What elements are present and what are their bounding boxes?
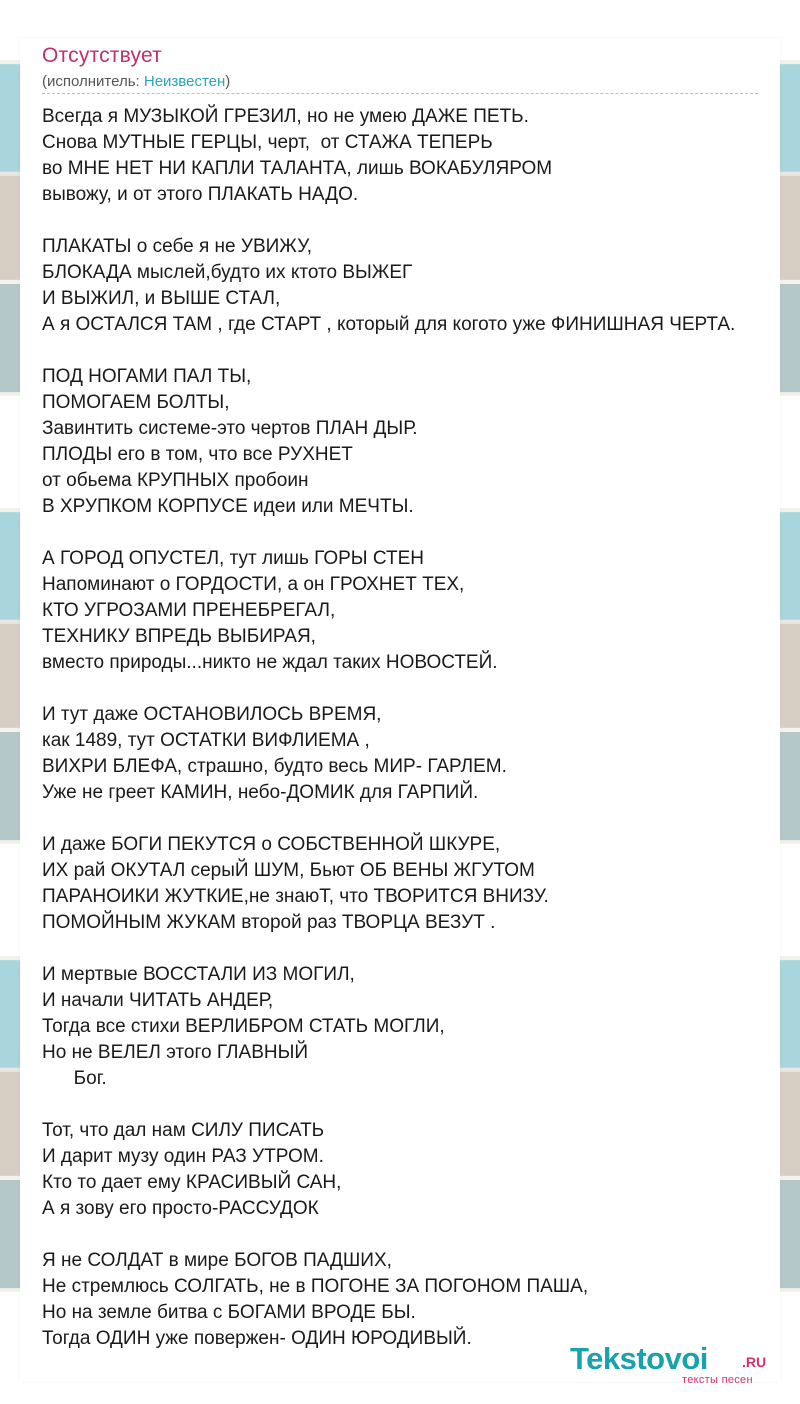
lyric-line: от обьема КРУПНЫХ пробоин: [42, 470, 309, 491]
lyric-line: КТО УГРОЗАМИ ПРЕНЕБРЕГАЛ,: [42, 600, 336, 621]
lyric-line: ПЛАКАТЫ о себе я не УВИЖУ,: [42, 236, 313, 257]
logo-wordmark: Tekstovoi: [570, 1341, 708, 1376]
lyric-line: Тот, что дал нам СИЛУ ПИСАТЬ: [42, 1120, 325, 1141]
lyric-stanza-gap: [42, 338, 800, 364]
lyric-line: Напоминают о ГОРДОСТИ, а он ГРОХНЕТ ТЕХ,: [42, 574, 465, 595]
lyric-line: ПЛОДЫ его в том, что все РУХНЕТ: [42, 444, 353, 465]
artist-prefix: (исполнитель:: [42, 73, 144, 90]
artist-link[interactable]: Неизвестен: [143, 73, 226, 90]
lyric-line: вывожу, и от этого ПЛАКАТЬ НАДО.: [42, 184, 359, 205]
lyric-line: И дарит музу один РАЗ УТРОМ.: [42, 1146, 324, 1167]
song-title: Отсутствует: [42, 44, 162, 67]
lyric-line: И ВЫЖИЛ, и ВЫШЕ СТАЛ,: [42, 288, 281, 309]
lyric-line: Тогда ОДИН уже повержен- ОДИН ЮРОДИВЫЙ.: [42, 1328, 472, 1349]
lyric-line: Бог.: [42, 1068, 107, 1089]
lyric-line: А я ОСТАЛСЯ ТАМ , где СТАРТ , который для когото уже ФИНИШНАЯ ЧЕРТА.: [42, 314, 736, 335]
lyric-line: ПОМОГАЕМ БОЛТЫ,: [42, 392, 230, 413]
lyric-line: В ХРУПКОМ КОРПУСЕ идеи или МЕЧТЫ.: [42, 496, 414, 517]
lyric-line: А я зову его просто-РАССУДОК: [42, 1198, 319, 1219]
lyric-line: Я не СОЛДАТ в мире БОГОВ ПАДШИХ,: [42, 1250, 392, 1271]
lyrics-card: [20, 38, 780, 1386]
lyric-line: И тут даже ОСТАНОВИЛОСЬ ВРЕМЯ,: [42, 704, 382, 725]
lyric-line: ИХ рай ОКУТАЛ серыЙ ШУМ, Бьют ОБ ВЕНЫ ЖГУТОМ: [42, 860, 535, 881]
lyric-line: ВИХРИ БЛЕФА, страшно, будто весь МИР- ГАРЛЕМ.: [42, 756, 507, 777]
lyric-line: Уже не греет КАМИН, небо-ДОМИК для ГАРПИЙ.: [42, 782, 479, 803]
lyric-stanza-gap: [42, 676, 800, 702]
site-logo[interactable]: [570, 1342, 790, 1386]
lyric-line: БЛОКАДА мыслей,будто их ктото ВЫЖЕГ: [42, 262, 413, 283]
lyric-line: вместо природы...никто не ждал таких НОВОСТЕЙ.: [42, 652, 498, 673]
artist-line: [42, 73, 230, 90]
lyric-line: Снова МУТНЫЕ ГЕРЦЫ, черт, от СТАЖА ТЕПЕРЬ: [42, 132, 493, 153]
logo-tld: .RU: [742, 1354, 767, 1370]
lyric-stanza-gap: [42, 936, 800, 962]
lyric-line: Тогда все стихи ВЕРЛИБРОМ СТАТЬ МОГЛИ,: [42, 1016, 445, 1037]
lyric-line: Но на земле битва с БОГАМИ ВРОДЕ БЫ.: [42, 1302, 416, 1323]
logo-tagline: тексты песен: [682, 1374, 753, 1386]
lyric-stanza-gap: [42, 1222, 800, 1248]
lyric-line: И начали ЧИТАТЬ АНДЕР,: [42, 990, 274, 1011]
lyric-line: И мертвые ВОССТАЛИ ИЗ МОГИЛ,: [42, 964, 355, 985]
lyric-line: во МНЕ НЕТ НИ КАПЛИ ТАЛАНТА, лишь ВОКАБУЛЯРОМ: [42, 158, 553, 179]
lyric-stanza-gap: [42, 520, 800, 546]
lyric-stanza-gap: [42, 1092, 800, 1118]
title-divider: [42, 93, 758, 94]
lyric-line: Кто то дает ему КРАСИВЫЙ САН,: [42, 1172, 342, 1193]
lyric-line: ПОД НОГАМИ ПАЛ ТЫ,: [42, 366, 252, 387]
lyric-line: А ГОРОД ОПУСТЕЛ, тут лишь ГОРЫ СТЕН: [42, 548, 424, 569]
lyric-line: И даже БОГИ ПЕКУТСЯ о СОБСТВЕННОЙ ШКУРЕ,: [42, 834, 501, 855]
lyrics-text: [42, 104, 800, 1352]
lyric-line: Завинтить системе-это чертов ПЛАН ДЫР.: [42, 418, 418, 439]
lyric-line: Но не ВЕЛЕЛ этого ГЛАВНЫЙ: [42, 1042, 309, 1063]
lyric-line: Всегда я МУЗЫКОЙ ГРЕЗИЛ, но не умею ДАЖЕ ПЕТЬ.: [42, 106, 529, 127]
lyric-line: как 1489, тут ОСТАТКИ ВИФЛИЕМА ,: [42, 730, 370, 751]
lyric-line: ПАРАНОИКИ ЖУТКИЕ,не знаюТ, что ТВОРИТСЯ ВНИЗУ.: [42, 886, 549, 907]
lyric-line: Не стремлюсь СОЛГАТЬ, не в ПОГОНЕ ЗА ПОГОНОМ ПАША,: [42, 1276, 589, 1297]
artist-suffix: ): [225, 73, 231, 90]
lyric-stanza-gap: [42, 208, 800, 234]
lyric-line: ПОМОЙНЫМ ЖУКАМ второй раз ТВОРЦА ВЕЗУТ .: [42, 912, 496, 933]
lyric-line: ТЕХНИКУ ВПРЕДЬ ВЫБИРАЯ,: [42, 626, 316, 647]
lyric-stanza-gap: [42, 806, 800, 832]
